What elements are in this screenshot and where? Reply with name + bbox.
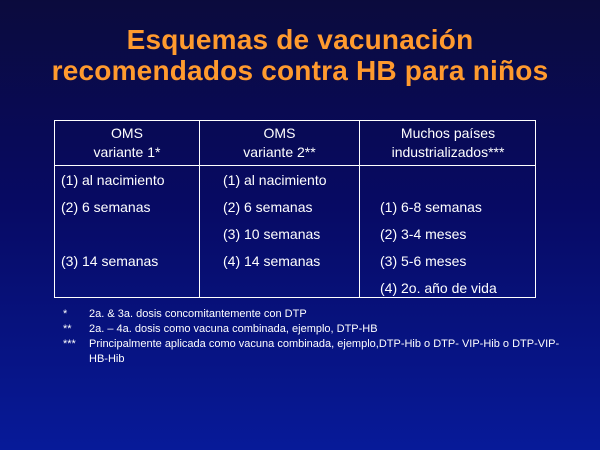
column-header-line: Muchos países xyxy=(400,125,496,141)
table-cell: (1) al nacimiento xyxy=(223,172,327,188)
column-header-line: variante 2** xyxy=(243,144,316,160)
table-cell: (4) 14 semanas xyxy=(223,253,321,269)
footnotes xyxy=(63,307,563,367)
column-header-line: OMS xyxy=(263,125,296,141)
slide-title-line-1: Esquemas de vacunación xyxy=(126,24,474,55)
column-header-oms-variante-1 xyxy=(55,124,199,164)
table-cell: (2) 6 semanas xyxy=(223,199,313,215)
column-header-line: OMS xyxy=(111,125,143,141)
footnote-item xyxy=(63,322,563,337)
footnote-marker: * xyxy=(63,308,68,320)
column-header-paises-industrializados xyxy=(360,124,536,164)
table-cell: (3) 5-6 meses xyxy=(380,253,467,269)
footnote-marker: *** xyxy=(63,338,76,350)
table-cell: (3) 14 semanas xyxy=(61,253,159,269)
table-cell: (2) 6 semanas xyxy=(61,199,151,215)
vaccination-schedule-table xyxy=(54,120,536,298)
table-header-divider xyxy=(55,165,535,166)
slide-title xyxy=(0,24,600,86)
footnote-item xyxy=(63,307,563,322)
table-cell: (1) al nacimiento xyxy=(61,172,165,188)
table-cell: (1) 6-8 semanas xyxy=(380,199,482,215)
footnote-text: Principalmente aplicada como vacuna combinada, ejemplo,DTP-Hib o DTP- VIP-Hib o DTP-VIP-HB-Hib xyxy=(89,338,560,365)
table-cell: (2) 3-4 meses xyxy=(380,226,467,242)
footnote-item xyxy=(63,337,563,367)
slide-title-line-2: recomendados contra HB para niños xyxy=(51,55,549,86)
column-header-line: industrializados*** xyxy=(391,144,505,160)
footnote-text: 2a. & 3a. dosis concomitantemente con DTP xyxy=(89,308,307,320)
table-cell: (4) 2o. año de vida xyxy=(380,280,497,296)
footnote-text: 2a. – 4a. dosis como vacuna combinada, ejemplo, DTP-HB xyxy=(89,323,378,335)
column-header-line: variante 1* xyxy=(93,144,161,160)
table-cell: (3) 10 semanas xyxy=(223,226,321,242)
footnote-marker: ** xyxy=(63,323,72,335)
column-header-oms-variante-2 xyxy=(200,124,359,164)
